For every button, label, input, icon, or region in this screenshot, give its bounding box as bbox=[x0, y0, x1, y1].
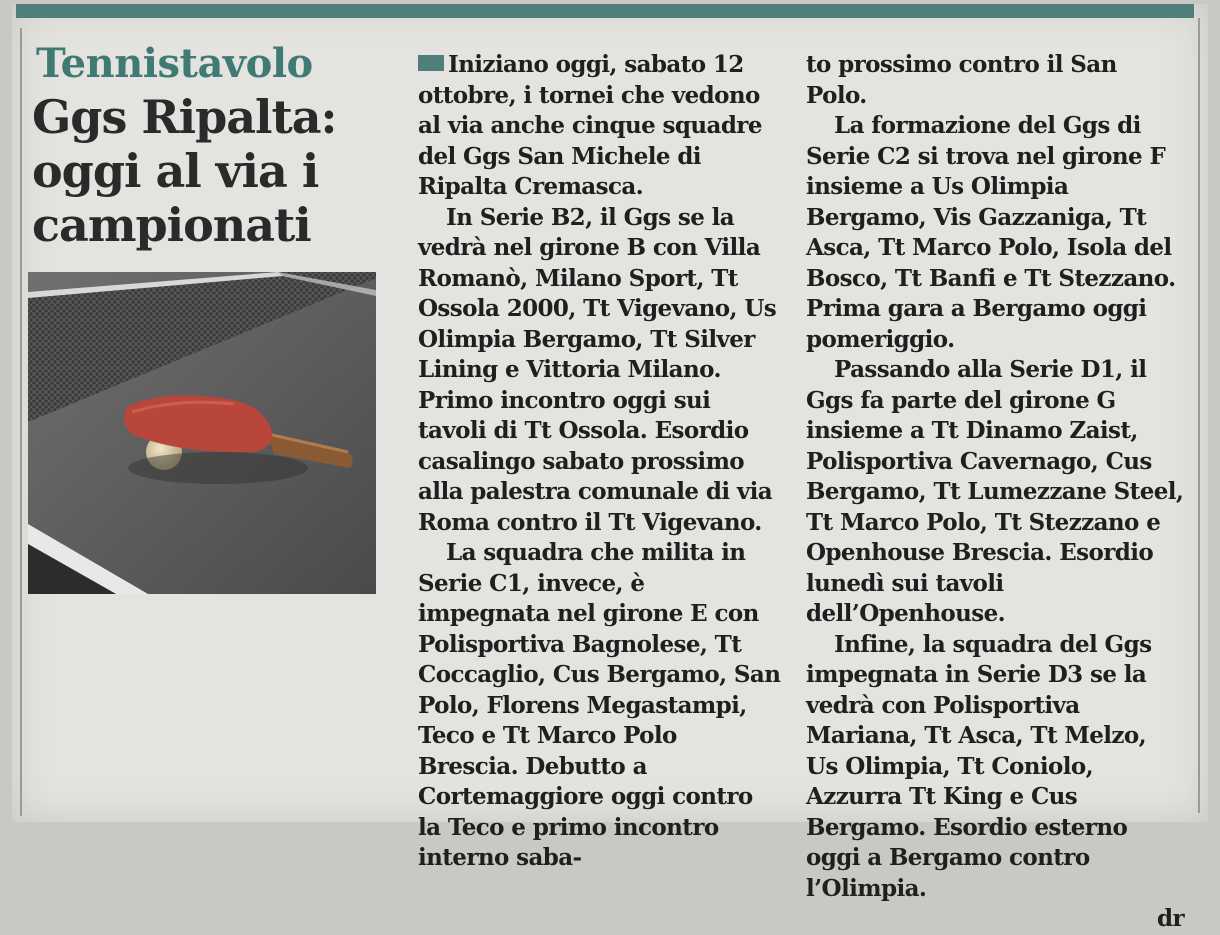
column-rule-left bbox=[20, 28, 22, 816]
text-column-3 bbox=[806, 50, 1184, 935]
article-kicker: Tennistavolo bbox=[36, 40, 313, 87]
paragraph-continuation: to prossimo contro il San Polo. bbox=[806, 51, 1117, 109]
text-column-2 bbox=[418, 50, 782, 874]
paragraph-marker-icon bbox=[418, 55, 444, 71]
column-rule-right bbox=[1198, 18, 1200, 813]
paragraph-serie-b2: In Serie B2, il Ggs se la vedrà nel girone B con Villa Romanò, Milano Sport, Tt Ossola 2000, Tt Vigevano, Us Olimpia Bergamo, Tt Silver Lining e Vittoria Milano. Primo incontro oggi sui tavoli di Tt Ossola. Esordio casalingo sabato prossimo alla palestra comunale di via Roma contro il Tt Vigevano. bbox=[418, 203, 777, 536]
accent-bar bbox=[16, 4, 1194, 18]
table-tennis-photo bbox=[28, 272, 376, 594]
paragraph-serie-c1: La squadra che milita in Serie C1, invece, è impegnata nel girone E con Polisportiva Bagnolese, Tt Coccaglio, Cus Bergamo, San Polo, Florens Megastampi, Teco e Tt Marco Polo Brescia. Debutto a Cortemaggiore oggi contro la Teco e primo incontro interno saba- bbox=[418, 539, 781, 871]
paragraph-serie-c2: La formazione del Ggs di Serie C2 si trova nel girone F insieme a Us Olimpia Bergamo, Vis Gazzaniga, Tt Asca, Tt Marco Polo, Isola del Bosco, Tt Banfi e Tt Stezzano. Prima gara a Bergamo oggi pomeriggio. bbox=[806, 112, 1176, 353]
paragraph-serie-d1: Passando alla Serie D1, il Ggs fa parte del girone G insieme a Tt Dinamo Zaist, Polisportiva Cavernago, Cus Bergamo, Tt Lumezzane Steel, Tt Marco Polo, Tt Stezzano e Openhouse Brescia. Esordio lunedì sui tavoli dell’Openhouse. bbox=[806, 356, 1184, 627]
article-headline: Ggs Ripalta: oggi al via i campionati bbox=[32, 90, 337, 252]
paragraph-intro: Iniziano oggi, sabato 12 ottobre, i tornei che vedono al via anche cinque squadre del Ggs San Michele di Ripalta Cremasca. bbox=[418, 51, 762, 200]
ping-pong-paddle-icon bbox=[28, 272, 376, 594]
paragraph-serie-d3: Infine, la squadra del Ggs impegnata in Serie D3 se la vedrà con Polisportiva Mariana, Tt Asca, Tt Melzo, Us Olimpia, Tt Coniolo, Azzurra Tt King e Cus Bergamo. Esordio esterno oggi a Bergamo contro l’Olimpia. bbox=[806, 630, 1152, 902]
newspaper-page bbox=[12, 4, 1208, 932]
author-signature: dr bbox=[1157, 905, 1184, 932]
